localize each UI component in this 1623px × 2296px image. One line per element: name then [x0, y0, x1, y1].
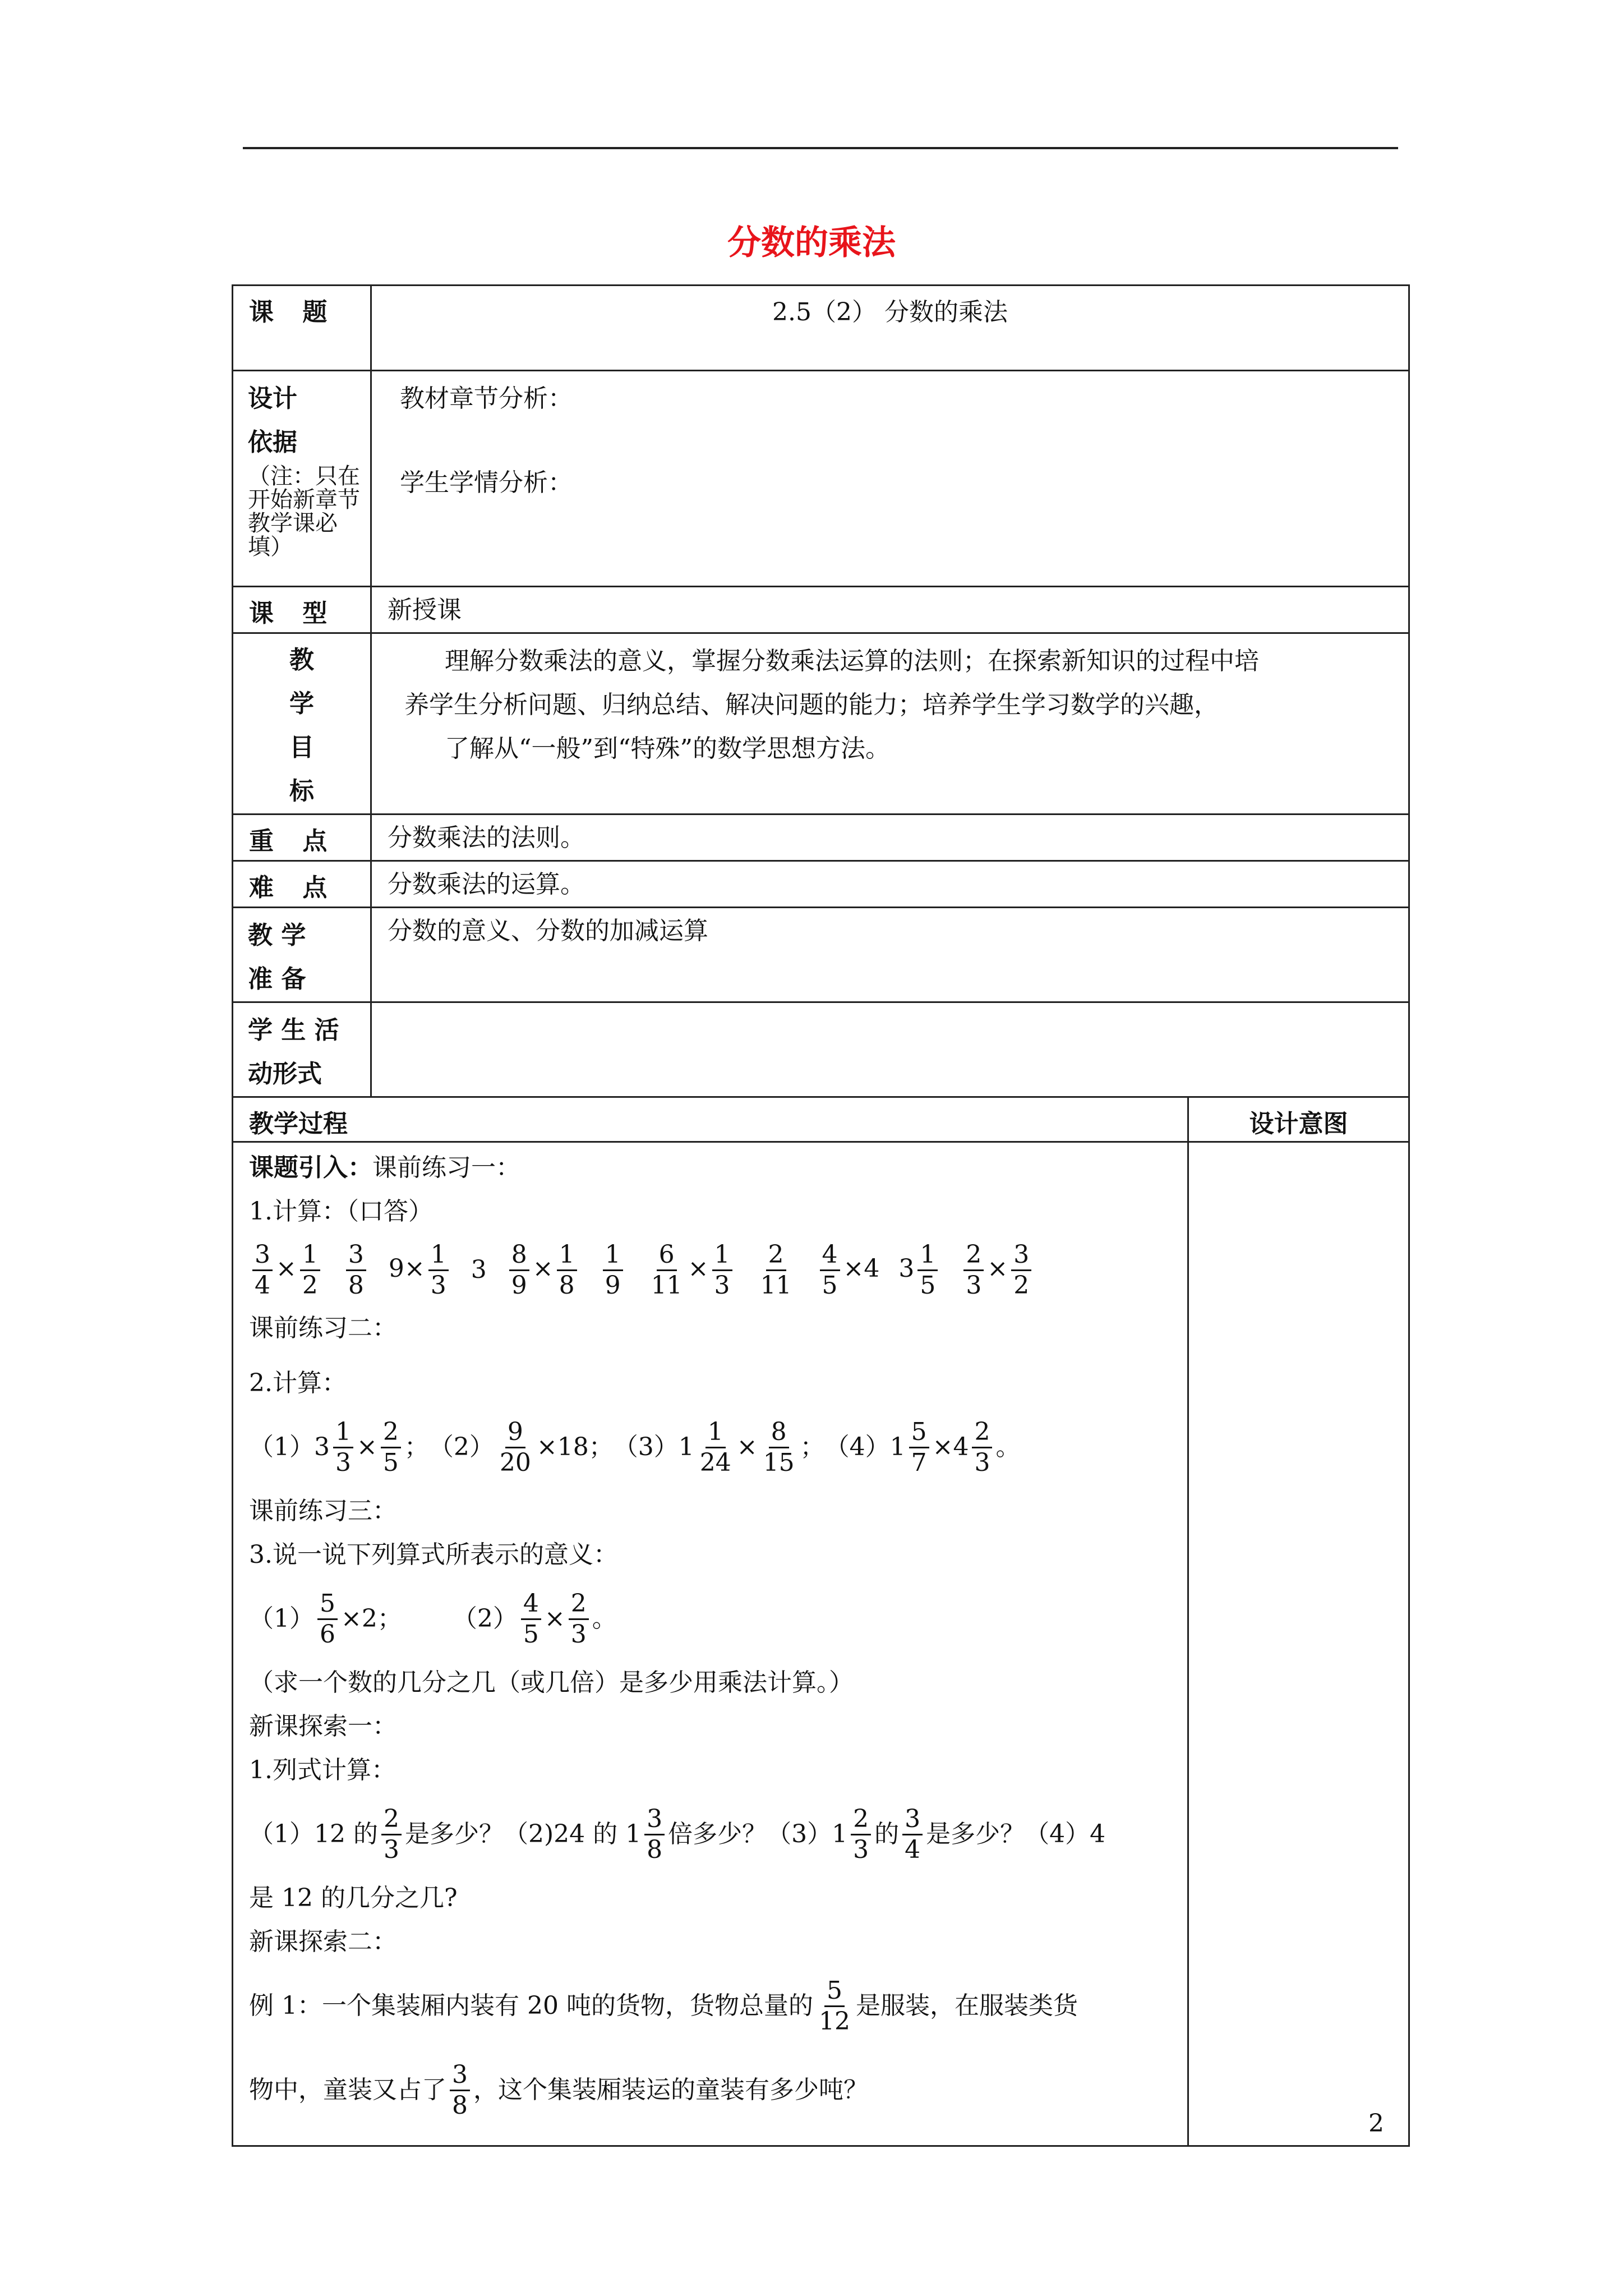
ex2-title: 2.计算： [249, 1369, 347, 1397]
intro-line: 课题引入：课前练习一： [249, 1153, 520, 1182]
process-body [233, 1142, 1188, 2146]
pre2: 课前练习二： [249, 1314, 397, 1342]
ex4-title: 1.列式计算： [249, 1756, 396, 1784]
ex1-items: $\frac{3}{4}$ × $\frac{1}{2}$ $\frac{3}{8}$ 9× $\frac{1}{3}$ 3 $\frac{8}{9}$ × $\frac{1}{8}$ $\frac{1}{9}$ $\frac{6}{11}$ × $\frac{1}{3}$ $\frac{2}{11}$ $\frac{4}{5}$ ×4 3 $\frac{1}{5}$ $\frac{2}{3}$ × $\frac{3}{2}$ [249, 1234, 1177, 1306]
label-key: 重 点 [233, 815, 371, 861]
ex3-note: （求一个数的几分之几（或几倍）是多少用乘法计算。） [249, 1668, 854, 1697]
intent-header: 设计意图 [1188, 1097, 1409, 1142]
row-key [233, 815, 1409, 861]
label-goals: 教 学 目 标 [233, 633, 371, 815]
design-content: 教材章节分析： 学生学情分析： [371, 371, 1409, 587]
label-type: 课 型 [233, 587, 371, 633]
label-activity: 学 生 活 动形式 [233, 1002, 371, 1097]
design-note: （注：只在开始新章节教学课必填） [248, 463, 360, 560]
difficulty-value: 分数乘法的运算。 [371, 861, 1409, 908]
ex4-line2: 是 12 的几分之几? [249, 1884, 458, 1912]
page-number: 2 [1368, 2109, 1384, 2138]
row-prep [233, 908, 1409, 1002]
process-header: 教学过程 [233, 1097, 1188, 1142]
row-type [233, 587, 1409, 633]
row-difficulty [233, 861, 1409, 908]
ex3-items: （1） $\frac{5}{6}$ ×2； （2） $\frac{4}{5}$ × $\frac{2}{3}$ 。 [249, 1589, 617, 1649]
example-line2: 物中，童装又占了 $\frac{3}{8}$ ，这个集装厢装运的童装有多少吨？ [249, 2060, 868, 2120]
row-goals [233, 633, 1409, 815]
ex4-items: （1）12 的 $\frac{2}{3}$ 是多少？ （2)24 的 1 $\frac{3}{8}$ 倍多少？ （3）1 $\frac{2}{3}$ 的 $\frac{3}{4}$ 是多少？ （4）4 [249, 1804, 1106, 1864]
label-difficulty: 难 点 [233, 861, 371, 908]
intent-body [1188, 1142, 1409, 2146]
header-rule [243, 147, 1398, 149]
row-process-header [233, 1097, 1409, 1142]
ex3-title: 3.说一说下列算式所表示的意义： [249, 1540, 618, 1569]
prep-value: 分数的意义、分数的加减运算 [371, 908, 1409, 1002]
row-design [233, 371, 1409, 587]
new1: 新课探索一： [249, 1712, 397, 1741]
activity-value [371, 1002, 1409, 1097]
label-design: 设计 依据 （注：只在开始新章节教学课必填） [233, 371, 371, 587]
topic-value: 2.5（2） 分数的乘法 [371, 286, 1409, 371]
type-value: 新授课 [371, 587, 1409, 633]
lesson-plan-table [232, 284, 1410, 2147]
new2: 新课探索二： [249, 1927, 397, 1956]
row-topic [233, 286, 1409, 371]
goals-text: 理解分数乘法的意义，掌握分数乘法运算的法则；在探索新知识的过程中培 养学生分析问题、归纳总结、解决问题的能力；培养学生学习数学的兴趣， 了解从“一般”到“特殊”的数学思想方法。 [371, 633, 1409, 815]
label-prep: 教 学 准 备 [233, 908, 371, 1002]
key-value: 分数乘法的法则。 [371, 815, 1409, 861]
ex1-title: 1.计算：（口答） [249, 1197, 433, 1226]
pre3: 课前练习三： [249, 1497, 397, 1525]
ex2-items: （1）3 $\frac{1}{3}$ × $\frac{2}{5}$ ； （2） $\frac{9}{20}$ ×18； （3）1 $\frac{1}{24}$ × $\frac{8}{15}$ ； （4）1 $\frac{5}{7}$ ×4 $\frac{2}{3}$ 。 [249, 1417, 1021, 1477]
document-title: 分数的乘法 [727, 223, 896, 263]
row-process-body [233, 1142, 1409, 2146]
row-activity [233, 1002, 1409, 1097]
example-line1: 例 1：一个集装厢内装有 20 吨的货物，货物总量的 $\frac{5}{12}$ 是服装，在服装类货 [249, 1976, 1078, 2036]
label-topic: 课 题 [233, 286, 371, 371]
